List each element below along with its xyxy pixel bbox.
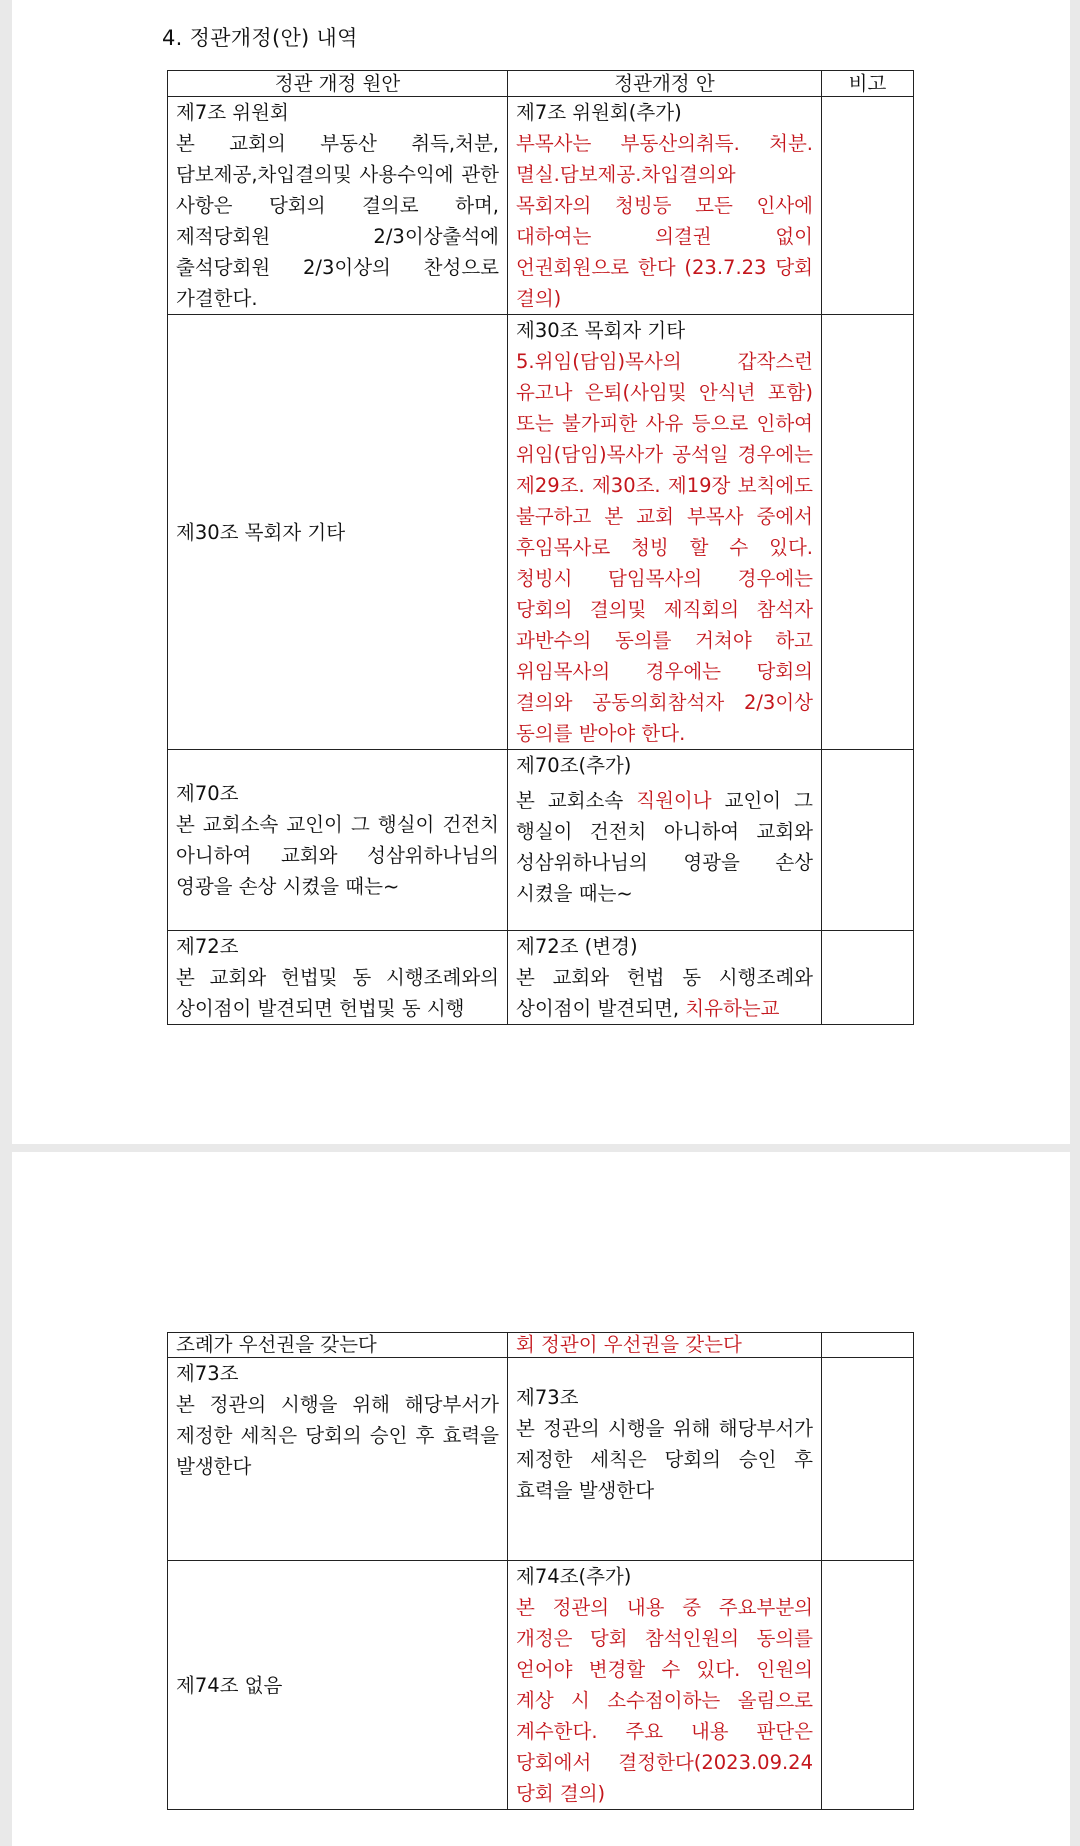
header-proposed: 정관개정 안 [508, 71, 822, 97]
original-cell: 조례가 우선권을 갖는다 [168, 1333, 508, 1358]
original-cell [168, 97, 508, 315]
table-row [168, 1561, 914, 1810]
article-title: 제70조(추가) [516, 754, 632, 777]
note-cell [822, 1358, 914, 1561]
table-row [168, 315, 914, 750]
article-title: 제73조 [516, 1386, 579, 1409]
amendment-table-continued [167, 1332, 914, 1810]
proposed-cell: 회 정관이 우선권을 갖는다 [508, 1333, 822, 1358]
table-header-row [168, 71, 914, 97]
note-cell [822, 1561, 914, 1810]
article-body: 본 교회와 헌법및 동 시행조례와의 상이점이 발견되면 헌법및 동 시행 [176, 966, 499, 1020]
table-row [168, 1333, 914, 1358]
article-title: 제70조 [176, 782, 239, 805]
document-page-2 [12, 1152, 1070, 1846]
note-cell [822, 1333, 914, 1358]
table-row [168, 1358, 914, 1561]
article-title: 제30조 목회자 기타 [516, 319, 686, 342]
amendment-table [167, 70, 914, 1025]
table-row [168, 931, 914, 1025]
document-page-1 [12, 0, 1070, 1144]
article-title: 제7조 위원회(추가) [516, 101, 682, 124]
original-cell [168, 750, 508, 931]
proposed-cell [508, 315, 822, 750]
article-title: 제74조(추가) [516, 1565, 632, 1588]
header-original: 정관 개정 원안 [168, 71, 508, 97]
table-row [168, 97, 914, 315]
article-body: 본 교회와 헌법 동 시행조례와 상이점이 발견되면, 치유하는교 [516, 966, 813, 1020]
amendment-text: 치유하는교 [685, 997, 780, 1020]
article-title: 제72조 (변경) [516, 935, 638, 958]
section-heading: 4. 정관개정(안) 내역 [162, 26, 358, 50]
proposed-cell [508, 1561, 822, 1810]
original-cell [168, 931, 508, 1025]
note-cell [822, 315, 914, 750]
amendment-text: 직원이나 [636, 789, 712, 812]
original-cell [168, 1561, 508, 1810]
original-cell [168, 315, 508, 750]
proposed-cell [508, 1358, 822, 1561]
article-body: 본 교회소속 직원이나 교인이 그 행실이 건전치 아니하여 교회와 성삼위하나님의 영광을 손상 시켰을 때는~ [516, 789, 813, 905]
article-body: 본 교회의 부동산 취득,처분, 담보제공,차입결의및 사용수익에 관한 사항은 당회의 결의로 하며, 제적당회원 2/3이상출석에 출석당회원 2/3이상의 찬성으로 가결한다. [176, 132, 499, 310]
article-title: 제72조 [176, 935, 239, 958]
article-title: 제30조 목회자 기타 [176, 520, 346, 544]
table-row [168, 750, 914, 931]
original-cell [168, 1358, 508, 1561]
header-note: 비고 [822, 71, 914, 97]
proposed-cell [508, 931, 822, 1025]
note-cell [822, 750, 914, 931]
note-cell [822, 97, 914, 315]
proposed-cell [508, 750, 822, 931]
amendment-text: 본 정관의 내용 중 주요부분의 개정은 당회 참석인원의 동의를 얻어야 변경할 수 있다. 인원의 계상 시 소수점이하는 올림으로 계수한다. 주요 내용 판단은 당회에서 결정한다(2023.09.24 당회 결의) [516, 1596, 813, 1805]
article-body: 본 정관의 시행을 위해 해당부서가 제정한 세칙은 당회의 승인 후 효력을 발생한다 [176, 1393, 499, 1478]
article-title: 제74조 없음 [176, 1673, 283, 1697]
article-title: 제73조 [176, 1362, 239, 1385]
amendment-text: 5.위임(담임)목사의 갑작스런 유고나 은퇴(사임및 안식년 포함) 또는 불가피한 사유 등으로 인하여 위임(담임)목사가 공석일 경우에는 제29조. 제30조. 제19장 보칙에도 불구하고 본 교회 부목사 중에서 후임목사로 청빙 할 수 있다. 청빙시 담임목사의 경우에는 당회의 결의및 제직회의 참석자 과반수의 동의를 거쳐야 하고 위임목사의 경우에는 당회의 결의와 공동의회참석자 2/3이상 동의를 받아야 한다. [516, 350, 813, 745]
amendment-text: 부목사는 부동산의취득. 처분. 멸실.담보제공.차입결의와 목회자의 청빙등 모든 인사에 대하여는 의결권 없이 언권회원으로 한다 (23.7.23 당회 결의) [516, 132, 813, 310]
article-title: 제7조 위원회 [176, 101, 289, 124]
proposed-cell [508, 97, 822, 315]
article-body: 본 정관의 시행을 위해 해당부서가 제정한 세칙은 당회의 승인 후 효력을 발생한다 [516, 1417, 813, 1502]
article-body: 본 교회소속 교인이 그 행실이 건전치 아니하여 교회와 성삼위하나님의 영광을 손상 시켰을 때는~ [176, 813, 499, 898]
note-cell [822, 931, 914, 1025]
